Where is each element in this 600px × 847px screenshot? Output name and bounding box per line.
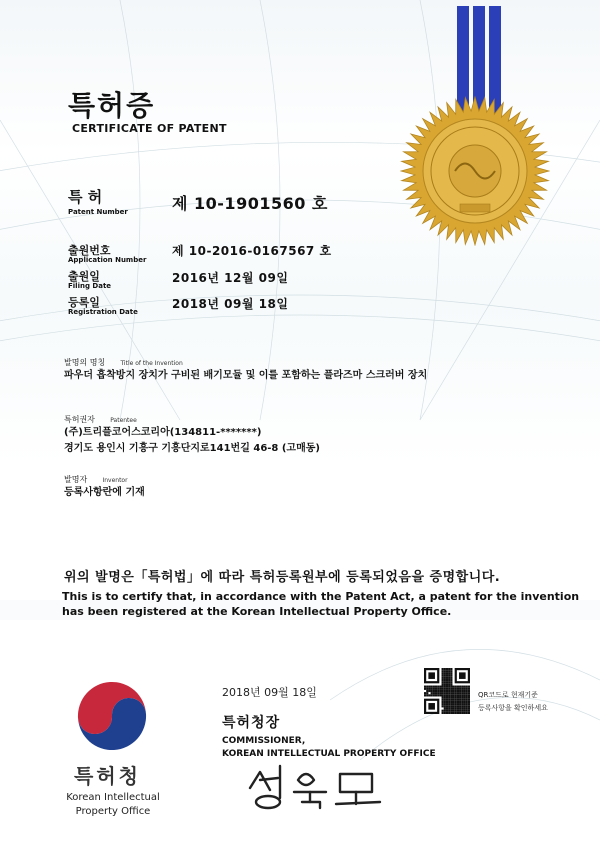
patentee-name: (주)트리플코어스코리아(134811-*******)	[64, 427, 262, 438]
qr-instruction-2: 등록사항을 확인하세요	[478, 704, 548, 712]
invention-title: 파우더 흡착방지 장치가 구비된 배기모듈 및 이를 포함하는 플라즈마 스크러버 장치	[64, 370, 428, 381]
qr-code-icon[interactable]	[424, 668, 470, 714]
qr-instruction-1: QR코드로 현재기준	[478, 691, 538, 699]
patent-number-label-en: Patent Number	[68, 208, 128, 216]
certificate-subtitle: CERTIFICATE OF PATENT	[72, 122, 227, 135]
patentee-label: 특허권자	[64, 415, 95, 424]
patentee-address: 경기도 용인시 기흥구 기흥단지로141번길 46-8 (고매동)	[64, 443, 320, 454]
commissioner-signature	[240, 758, 390, 813]
filing-date-value: 2016년 12월 09일	[172, 271, 289, 285]
commissioner-title-en-1: COMMISSIONER,	[222, 736, 306, 746]
registration-date-value: 2018년 09월 18일	[172, 297, 289, 311]
registration-date-label: 등록일	[68, 296, 100, 309]
certification-statement-en-1: This is to certify that, in accordance with the Patent Act, a patent for the invention	[62, 590, 580, 603]
application-number-label-en: Application Number	[68, 256, 147, 264]
kipo-name-en-2: Property Office	[75, 806, 151, 817]
invention-label-en: Title of the Invention	[120, 360, 183, 367]
kipo-logo-icon	[72, 676, 152, 756]
patent-number-label: 특 허	[68, 188, 103, 206]
kipo-name-en-1: Korean Intellectual	[66, 792, 160, 803]
inventor-value: 등록사항란에 기재	[64, 487, 145, 498]
filing-date-label: 출원일	[68, 270, 100, 283]
issue-date: 2018년 09월 18일	[222, 686, 317, 699]
inventor-label: 발명자	[64, 475, 88, 484]
commissioner-title-ko: 특허청장	[222, 715, 281, 731]
inventor-label-en: Inventor	[102, 477, 128, 484]
invention-label: 발명의 명칭	[64, 358, 106, 367]
filing-date-label-en: Filing Date	[68, 282, 112, 290]
gold-seal-icon	[400, 96, 550, 246]
kipo-name-ko: 특허청	[74, 764, 141, 788]
application-number-label: 출원번호	[68, 244, 111, 257]
certification-statement-ko: 위의 발명은「특허법」에 따라 특허등록원부에 등록되었음을 증명합니다.	[64, 570, 501, 585]
application-number-value: 제 10-2016-0167567 호	[172, 244, 332, 258]
patentee-label-en: Patentee	[110, 417, 137, 424]
certificate-title: 특허증	[68, 89, 156, 122]
certification-statement-en-2: has been registered at the Korean Intellectual Property Office.	[62, 605, 452, 618]
registration-date-label-en: Registration Date	[68, 308, 138, 316]
commissioner-title-en-2: KOREAN INTELLECTUAL PROPERTY OFFICE	[222, 749, 436, 759]
patent-number-value: 제 10-1901560 호	[172, 194, 328, 213]
